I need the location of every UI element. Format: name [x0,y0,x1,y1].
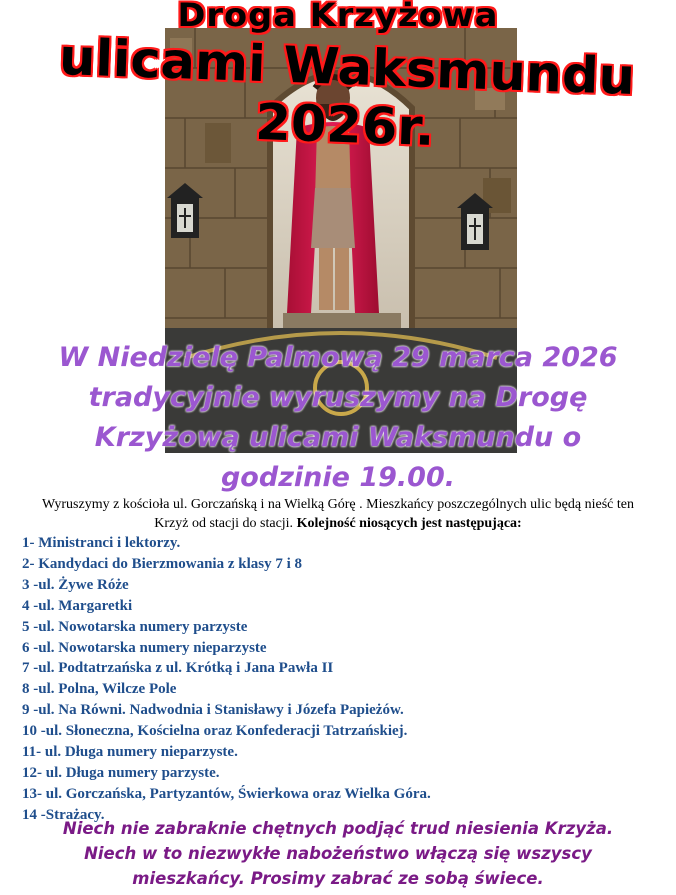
list-item: 3 -ul. Żywe Róże [22,576,129,593]
list-item: 2- Kandydaci do Bierzmowania z klasy 7 i 8 [22,555,303,572]
list-item: 10 -ul. Słoneczna, Kościelna oraz Konfederacji Tatrzańskiej. [22,723,408,740]
announcement-line-2: tradycyjnie wyruszymy na Drogę [88,382,588,413]
announcement-line-3: Krzyżową ulicami Waksmundu o [94,422,582,453]
closing-line-1: Niech nie zabraknie chętnych podjąć trud niesienia Krzyża. [62,819,614,838]
list-item: 8 -ul. Polna, Wilcze Pole [22,681,177,698]
intro-paragraph [34,495,642,533]
list-item: 12- ul. Długa numery parzyste. [22,764,220,781]
title-line-2: ulicami Waksmundu 2026r. [58,27,636,158]
list-item: 14 -Strażacy. [22,806,105,823]
list-item: 6 -ul. Nowotarska numery nieparzyste [22,639,267,656]
closing-message [0,816,676,891]
intro-text: Wyruszymy z kościoła ul. Gorczańską i na Wielką Górę . Mieszkańcy poszczególnych ulic będą nieść ten Krzyż od stacji do stacji. [42,497,634,531]
list-item: 4 -ul. Margaretki [22,597,133,614]
list-item: 9 -ul. Na Równi. Nadwodnia i Stanisławy i Józefa Papieżów. [22,702,404,719]
announcement-line-1: W Niedzielę Palmową 29 marca 2026 [58,342,618,373]
list-item: 11- ul. Długa numery nieparzyste. [22,744,238,761]
list-item: 1- Ministranci i lektorzy. [22,535,181,551]
station-list [22,533,431,826]
intro-bold: Kolejność niosących jest następująca: [296,516,522,531]
closing-line-2: Niech w to niezwykłe nabożeństwo włączą się wszyscy [84,844,592,863]
title-line-1: Droga Krzyżowa [177,0,499,34]
closing-line-3: mieszkańcy. Prosimy zabrać ze sobą świece. [132,869,544,888]
list-item: 13- ul. Gorczańska, Partyzantów, Świerkowa oraz Wielka Góra. [22,785,431,802]
list-item: 7 -ul. Podtatrzańska z ul. Krótką i Jana Pawła II [22,660,334,677]
announcement [10,338,666,498]
announcement-line-4: godzinie 19.00. [220,462,456,493]
list-item: 5 -ul. Nowotarska numery parzyste [22,618,248,635]
